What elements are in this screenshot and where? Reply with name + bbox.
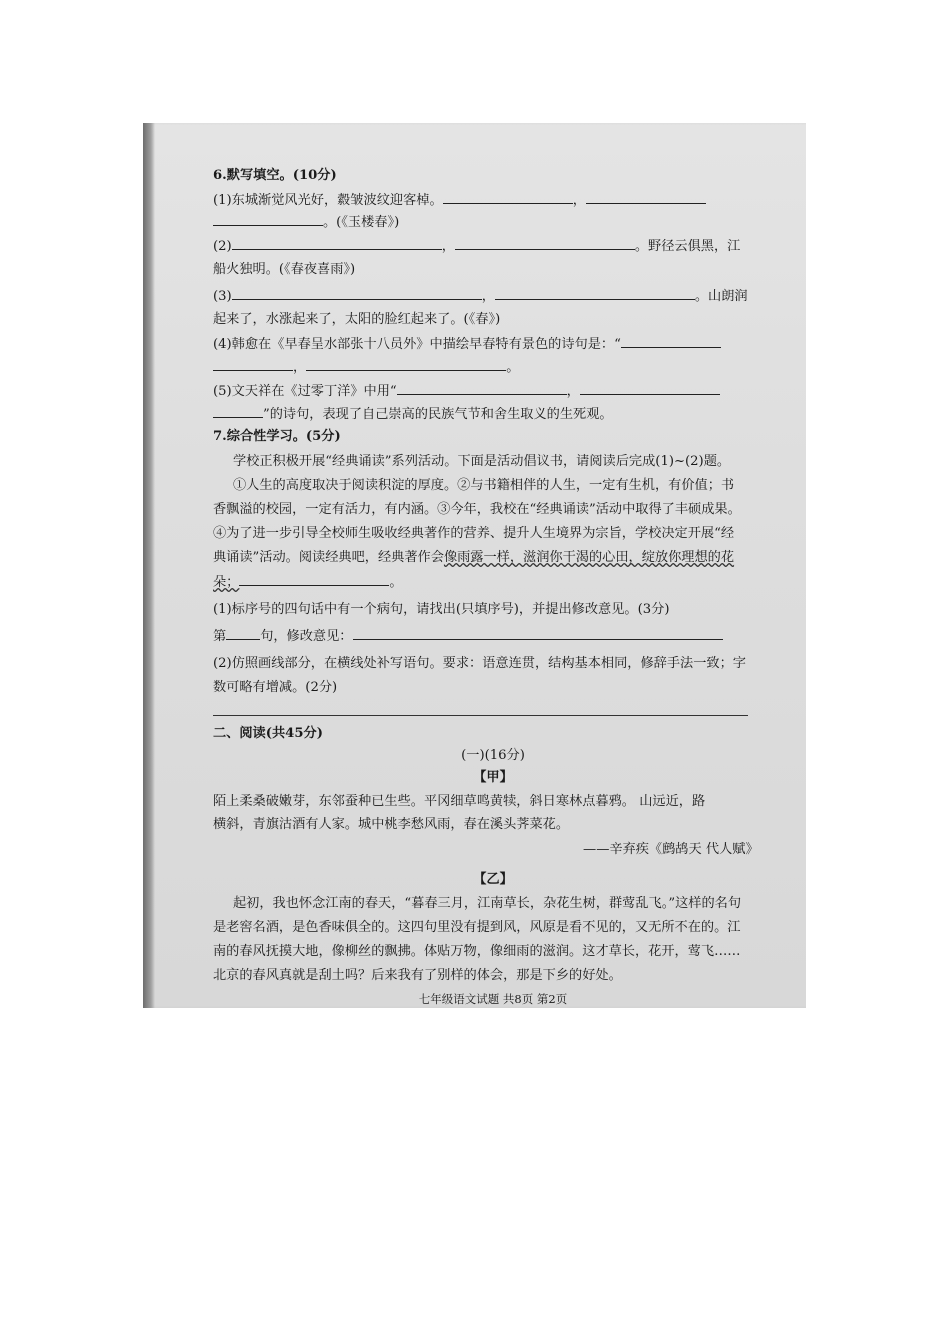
q7-text-5-start: 朵； — [213, 575, 240, 590]
poem-author: ——辛弃疾《鹧鸪天 代人赋》 — [583, 842, 759, 857]
q6-item-1-text: (1)东城渐觉风光好，縠皱波纹迎客棹。 — [213, 193, 443, 208]
q6-blank-6[interactable] — [232, 285, 482, 300]
q7-revision-blank[interactable] — [353, 625, 723, 640]
q6-item-4-end: 。 — [506, 360, 520, 375]
q7-text-3: ④为了进一步引导全校师生吸收经典著作的营养、提升人生境界为宗旨，学校决定开展“经 — [213, 526, 735, 541]
q6-blank-13[interactable] — [213, 403, 263, 418]
q6-item-2-num: (2) — [213, 239, 232, 254]
q7-sub-1-label-a: 第 — [213, 629, 227, 644]
poem-line-2: 横斜，青旗沽酒有人家。城中桃李愁风雨，春在溪头荠菜花。 — [213, 817, 570, 832]
reading-jia-label: 【甲】 — [473, 770, 513, 785]
q6-blank-9[interactable] — [213, 356, 293, 371]
q6-item-5: (5)文天祥在《过零丁洋》中用“ ， — [213, 380, 720, 403]
q7-text-2: 香飘溢的校园，一定有活力，有内涵。③今年，我校在“经典诵读”活动中取得了丰硕成果。 — [213, 502, 741, 517]
q6-item-3-text: 。山朗润 — [694, 289, 748, 304]
q7-intro: 学校正积极开展“经典诵读”系列活动。下面是活动倡议书，请阅读后完成(1)~(2)题。 — [233, 454, 731, 469]
q7-sentence-number-blank[interactable] — [226, 625, 260, 640]
q7-fill-blank[interactable] — [239, 571, 389, 586]
q6-blank-4[interactable] — [232, 235, 442, 250]
q6-item-5-cont-text: ”的诗句，表现了自己崇高的民族气节和舍生取义的生死观。 — [263, 407, 613, 422]
q6-item-4 — [213, 333, 721, 356]
q6-item-4-cont: ， 。 — [213, 356, 519, 379]
q7-sub-1-label-b: 句，修改意见： — [260, 629, 353, 644]
q7-sub-2-line-1: (2)仿照画线部分，在横线处补写语句。要求：语意连贯，结构基本相同，修辞手法一致；字 — [213, 656, 746, 671]
q6-item-1-cont — [213, 211, 399, 234]
q6-blank-11[interactable] — [397, 380, 567, 395]
q7-text-5-end: 。 — [389, 575, 403, 590]
q6-item-4-text: (4)韩愈在《早春呈水部张十八员外》中描绘早春特有景色的诗句是：“ — [213, 337, 621, 352]
prose-line-3: 南的春风抚摸大地，像柳丝的飘拂。体贴万物，像细雨的滋润。这才草长，花开，莺飞…… — [213, 944, 741, 959]
q6-item-5-text: (5)文天祥在《过零丁洋》中用“ — [213, 384, 397, 399]
q6-title: 6.默写填空。(10分) — [213, 168, 337, 183]
poem-line-1: 陌上柔桑破嫩芽，东邻蚕种已生些。平冈细草鸣黄犊，斜日寒林点暮鸦。 山远近，路 — [213, 794, 706, 809]
reading-section-title: 二、阅读(共45分) — [213, 726, 323, 741]
q6-item-1: (1)东城渐觉风光好，縠皱波纹迎客棹。 ， — [213, 189, 706, 212]
q7-sub-1-answer — [213, 625, 723, 648]
prose-line-1: 起初，我也怀念江南的春天，“暮春三月，江南草长，杂花生树，群莺乱飞。”这样的名句 — [233, 896, 742, 911]
q6-item-3-num: (3) — [213, 289, 232, 304]
prose-line-4: 北京的春风真就是刮土吗？后来我有了别样的体会，那是下乡的好处。 — [213, 968, 622, 983]
q6-blank-5[interactable] — [455, 235, 635, 250]
q6-blank-12[interactable] — [580, 380, 720, 395]
q6-blank-3[interactable] — [213, 211, 323, 226]
q6-item-1-source: 。(《玉楼春》) — [323, 215, 400, 230]
q6-item-3-cont: 起来了，水涨起来了，太阳的脸红起来了。(《春》) — [213, 312, 501, 327]
page-footer: 七年级语文试题 共8页 第2页 — [418, 992, 568, 1006]
q7-title: 7.综合性学习。(5分) — [213, 429, 341, 444]
reading-part-title: (一)(16分) — [461, 748, 525, 763]
q7-underlined-model: 像雨露一样，滋润你干渴的心田，绽放你理想的花 — [443, 550, 735, 565]
prose-line-2: 是老窖名酒，是色香味俱全的。这四句里没有提到风，风原是看不见的，又无所不在的。江 — [213, 920, 741, 935]
q7-text-4 — [213, 547, 734, 569]
q7-answer-line[interactable] — [213, 715, 748, 716]
q6-item-3: (3) ， 。山朗润 — [213, 285, 748, 308]
q7-text-5 — [213, 571, 403, 594]
scanned-exam-page — [143, 123, 806, 1008]
q6-blank-10[interactable] — [306, 356, 506, 371]
q7-text-4a: 典诵读”活动。阅读经典吧，经典著作会 — [213, 550, 444, 565]
q6-blank-8[interactable] — [621, 333, 721, 348]
q7-text-1: ①人生的高度取决于阅读积淀的厚度。②与书籍相伴的人生，一定有生机，有价值；书 — [233, 478, 735, 493]
page-shadow-edge — [143, 123, 155, 1008]
q6-blank-7[interactable] — [495, 285, 695, 300]
q7-sub-1: (1)标序号的四句话中有一个病句，请找出(只填序号)，并提出修改意见。(3分) — [213, 602, 670, 617]
q7-sub-2-line-2: 数可略有增减。(2分) — [213, 680, 338, 695]
q6-blank-2[interactable] — [586, 189, 706, 204]
q6-blank-1[interactable] — [443, 189, 573, 204]
q6-item-2-cont: 船火独明。(《春夜喜雨》) — [213, 262, 356, 277]
q6-item-5-cont — [213, 403, 613, 426]
q6-item-2: (2) ， 。野径云俱黑，江 — [213, 235, 740, 258]
q6-item-2-text: 。野径云俱黑，江 — [634, 239, 741, 254]
reading-yi-label: 【乙】 — [473, 872, 513, 887]
